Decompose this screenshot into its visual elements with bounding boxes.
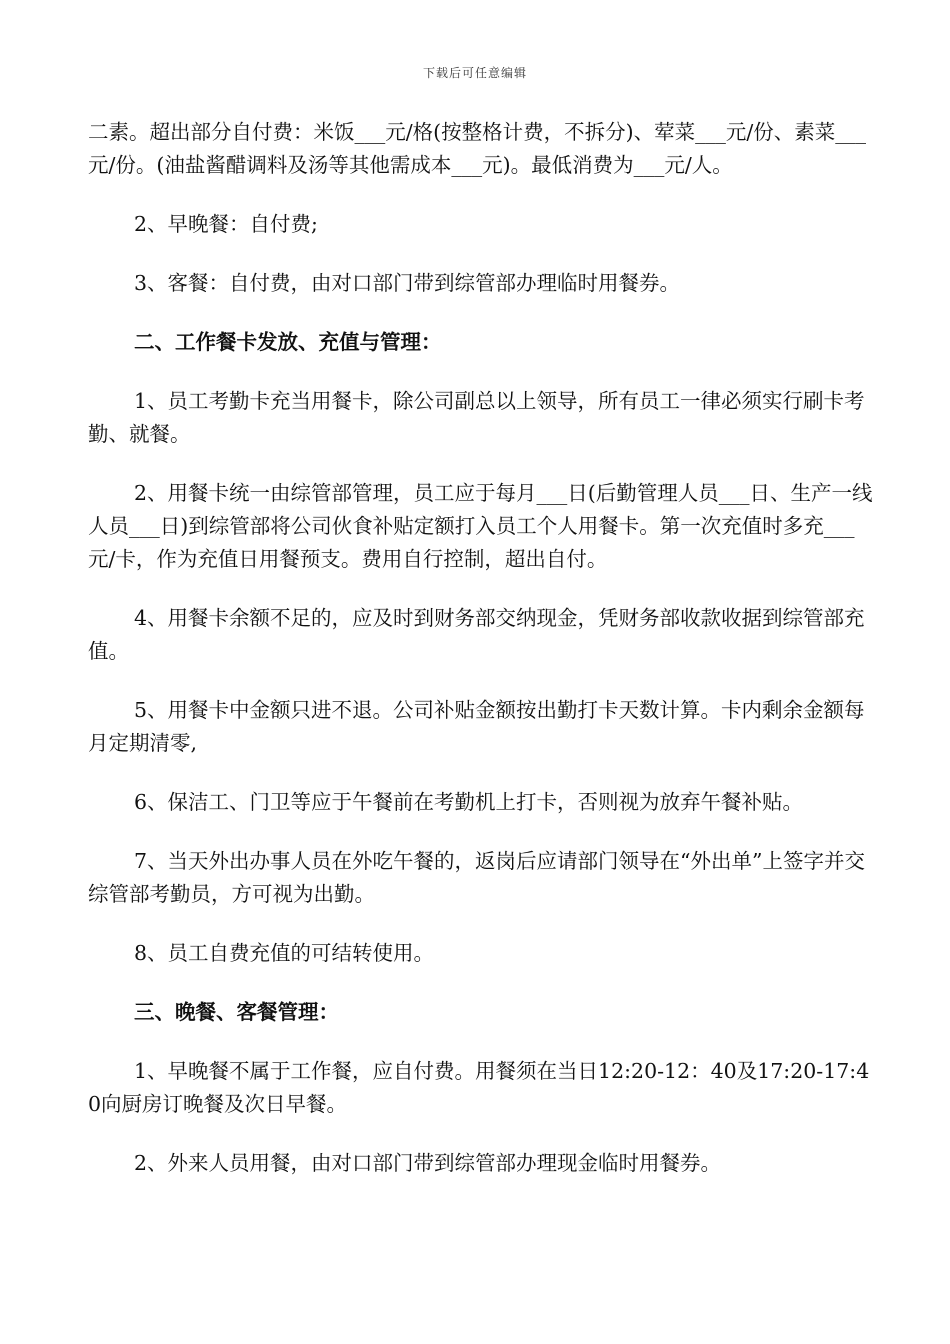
paragraph-no-refund: 5、用餐卡中金额只进不退。公司补贴金额按出勤打卡天数计算。卡内剩余金额每月定期清零, <box>88 698 865 755</box>
section-heading-meal-card: 二、工作餐卡发放、充值与管理： <box>134 330 442 354</box>
paragraph-attendance-card: 1、员工考勤卡充当用餐卡，除公司副总以上领导，所有员工一律必须实行刷卡考勤、就餐。 <box>88 389 865 446</box>
paragraph-guest-meal: 3、客餐：自付费，由对口部门带到综管部办理临时用餐券。 <box>134 271 681 295</box>
paragraph-card-management: 2、用餐卡统一由综管部管理，员工应于每月___日(后勤管理人员___日、生产一线人员___日)到综管部将公司伙食补贴定额打入员工个人用餐卡。第一次充值时多充___元/卡，作为充值日用餐预支。费用自行控制，超出自付。 <box>88 481 873 571</box>
paragraph-balance: 4、用餐卡余额不足的，应及时到财务部交纳现金，凭财务部收款收据到综管部充值。 <box>88 606 865 663</box>
document-body <box>88 116 878 1206</box>
paragraph-visitor-meal: 2、外来人员用餐，由对口部门带到综管部办理现金临时用餐券。 <box>134 1151 722 1175</box>
paragraph-dinner-order: 1、早晚餐不属于工作餐，应自付费。用餐须在当日12:20-12：40及17:20-17:40向厨房订晚餐及次日早餐。 <box>88 1059 870 1116</box>
paragraph-breakfast-dinner: 2、早晚餐：自付费; <box>134 212 318 236</box>
paragraph-cleaners: 6、保洁工、门卫等应于午餐前在考勤机上打卡，否则视为放弃午餐补贴。 <box>134 790 804 814</box>
section-heading-dinner-guest: 三、晚餐、客餐管理： <box>134 1000 339 1024</box>
page-header: 下载后可任意编辑 <box>422 66 527 80</box>
paragraph-self-recharge: 8、员工自费充值的可结转使用。 <box>134 941 435 965</box>
paragraph-outside-lunch: 7、当天外出办事人员在外吃午餐的，返岗后应请部门领导在“外出单”上签字并交综管部考勤员，方可视为出勤。 <box>88 849 866 906</box>
paragraph-fees: 二素。超出部分自付费：米饭___元/格(按整格计费，不拆分)、荤菜___元/份、素菜___元/份。(油盐酱醋调料及汤等其他需成本___元)。最低消费为___元/人。 <box>88 120 867 177</box>
